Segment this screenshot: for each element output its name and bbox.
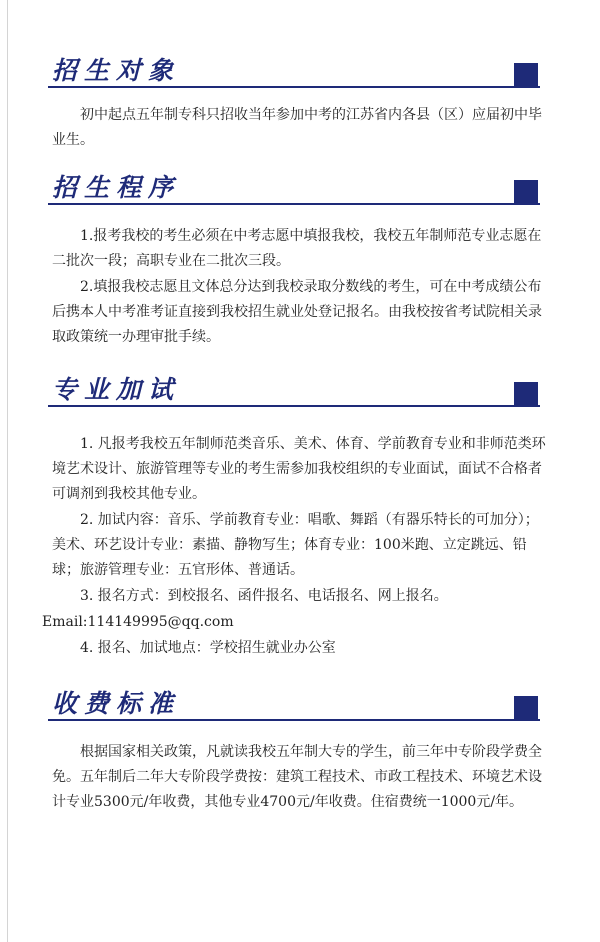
section-title: 收费标准	[52, 689, 181, 718]
paragraph: 2. 加试内容：音乐、学前教育专业：唱歌、舞蹈（有器乐特长的可加分）；美术、环艺设计专业：素描、静物写生；体育专业：100米跑、立定跳远、铅球；旅游管理专业：五官形体、普通话。	[52, 512, 539, 578]
section-underline	[48, 86, 540, 88]
section-title: 招生对象	[52, 56, 181, 85]
section-marker-square	[514, 696, 538, 720]
section-header	[0, 55, 600, 95]
email-line: Email:114149995@qq.com	[42, 614, 234, 630]
paragraph: 初中起点五年制专科只招收当年参加中考的江苏省内各县（区）应届初中毕业生。	[52, 107, 542, 148]
paragraph: 1.报考我校的考生必须在中考志愿中填报我校，我校五年制师范专业志愿在二批次一段；高职专业在二批次三段。	[52, 228, 542, 269]
paragraph: 4. 报名、加试地点：学校招生就业办公室	[80, 640, 336, 656]
section-body	[52, 224, 548, 351]
section-underline	[48, 719, 540, 721]
section-underline	[48, 203, 540, 205]
section-header	[0, 374, 600, 414]
section-enrollment-target	[0, 55, 600, 95]
section-body	[52, 740, 548, 816]
section-header	[0, 172, 600, 212]
section-marker-square	[514, 382, 538, 406]
paragraph: 2.填报我校志愿且文体总分达到我校录取分数线的考生，可在中考成绩公布后携本人中考准考证直接到我校招生就业处登记报名。由我校按省考试院相关录取政策统一办理审批手续。	[52, 279, 542, 345]
section-title: 招生程序	[52, 173, 181, 202]
section-header	[0, 688, 600, 728]
section-title: 专业加试	[52, 375, 181, 404]
page-left-border	[7, 0, 8, 942]
section-marker-square	[514, 63, 538, 87]
section-underline	[48, 405, 540, 407]
paragraph: 3. 报名方式：到校报名、函件报名、电话报名、网上报名。	[80, 588, 448, 604]
section-professional-test	[0, 374, 600, 414]
section-body	[42, 432, 548, 662]
section-fee-standard	[0, 688, 600, 728]
paragraph: 根据国家相关政策，凡就读我校五年制大专的学生，前三年中专阶段学费全免。五年制后二年大专阶段学费按：建筑工程技术、市政工程技术、环境艺术设计专业5300元/年收费，其他专业4700元/年收费。住宿费统一1000元/年。	[52, 744, 542, 810]
section-enrollment-procedure	[0, 172, 600, 212]
section-body	[52, 103, 548, 154]
section-marker-square	[514, 180, 538, 204]
paragraph: 1. 凡报考我校五年制师范类音乐、美术、体育、学前教育专业和非师范类环境艺术设计、旅游管理等专业的考生需参加我校组织的专业面试，面试不合格者可调剂到我校其他专业。	[52, 436, 546, 502]
